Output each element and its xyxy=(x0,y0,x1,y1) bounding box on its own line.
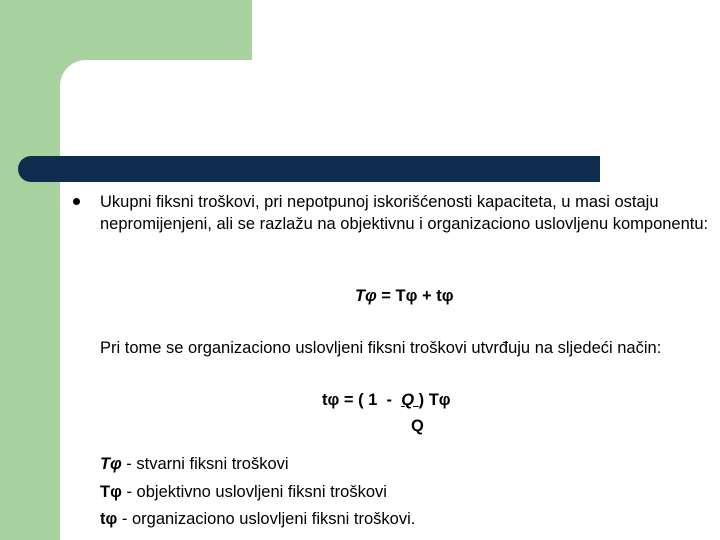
bullet-dot-icon xyxy=(73,198,80,205)
equation1-lhs: Tφ xyxy=(355,287,377,305)
legend-symbol: tφ xyxy=(100,510,118,528)
legend-text: - organizaciono uslovljeni fiksni troškovi. xyxy=(117,510,416,528)
equation2-prefix: tφ = ( 1 - xyxy=(322,391,402,409)
equation-organizational-costs xyxy=(322,391,451,410)
equation-total-fixed-costs xyxy=(355,287,454,306)
equation2-numerator: Q xyxy=(401,391,419,409)
legend-text: - stvarni fiksni troškovi xyxy=(121,455,289,473)
bullet-paragraph: Ukupni fiksni troškovi, pri nepotpunoj iskorišćenosti kapaciteta, u masi ostaju nepromijenjeni, ali se razlažu na objektivnu i organizaciono uslovljenu komponentu: xyxy=(100,193,709,233)
equation1-rhs: = Tφ + tφ xyxy=(376,287,454,305)
paragraph-method: Pri tome se organizaciono uslovljeni fiksni troškovi utvrđuju na sljedeći način: xyxy=(100,339,662,357)
legend-symbol: Tφ xyxy=(100,455,122,473)
equation2-suffix: ) Tφ xyxy=(418,391,451,409)
legend-symbol: Tφ xyxy=(100,483,122,501)
legend-item-objective xyxy=(100,483,387,502)
legend-item-actual xyxy=(100,455,289,474)
title-bar xyxy=(18,156,600,182)
equation2-denominator: Q xyxy=(411,417,424,435)
legend-text: - objektivno uslovljeni fiksni troškovi xyxy=(121,483,387,501)
legend-item-organizational xyxy=(100,510,415,529)
